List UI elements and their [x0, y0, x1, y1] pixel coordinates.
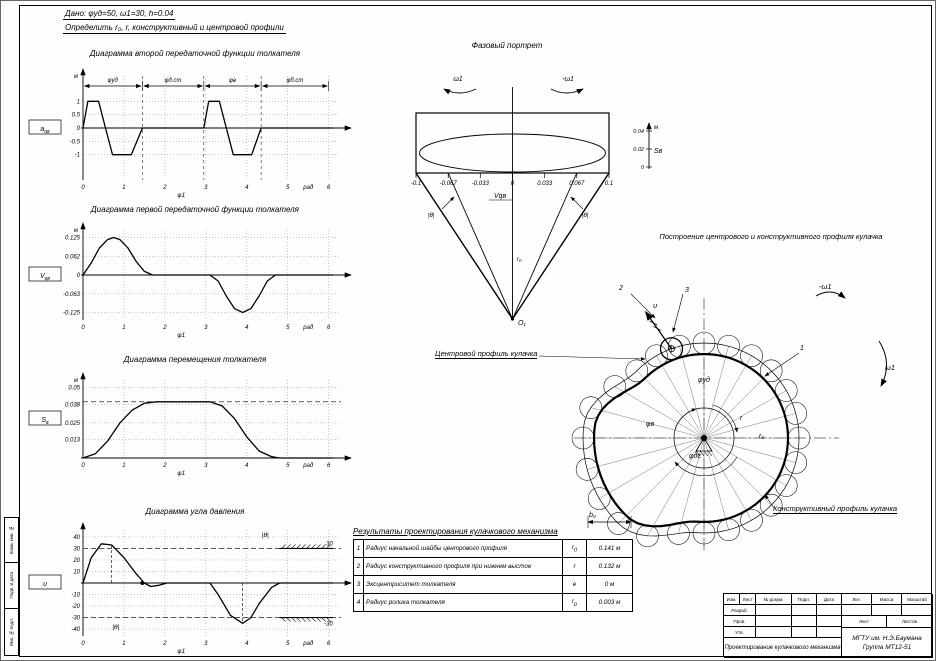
svg-text:-0.063: -0.063: [62, 291, 80, 298]
tb-doc-title: Проектирование кулачкового механизма: [724, 638, 842, 658]
svg-text:φд.ст: φд.ст: [164, 78, 182, 84]
svg-text:4: 4: [245, 641, 249, 647]
svg-text:0: 0: [76, 273, 80, 279]
svg-text:5: 5: [286, 325, 290, 331]
svg-text:3: 3: [204, 185, 208, 191]
phase-xtick-label: 0: [510, 181, 515, 187]
svg-text:0: 0: [81, 325, 85, 331]
row-number: 4: [354, 594, 364, 612]
svg-text:рад: рад: [303, 325, 314, 331]
parameter-symbol: $r_р$: [563, 594, 587, 612]
svg-text:6: 6: [327, 185, 331, 191]
cam-upsilon-label: υ: [653, 301, 658, 310]
svg-text:2: 2: [163, 463, 167, 469]
cam-construction-title: Построение центрового и конструктивного профиля кулачка: [659, 232, 883, 241]
phase-xtick-label: -0.067: [439, 181, 457, 187]
tb-empty-cell: [792, 605, 817, 616]
svg-text:0.05: 0.05: [68, 385, 80, 392]
margin-cell: [4, 609, 19, 656]
svg-text:φ1: φ1: [177, 332, 186, 339]
svg-text:5: 5: [286, 463, 290, 469]
row-number: 3: [354, 576, 364, 594]
r0-label: r₀: [517, 257, 522, 263]
svg-text:0: 0: [81, 185, 85, 191]
svg-text:м: м: [73, 74, 78, 80]
tb-empty-cell: [817, 605, 842, 616]
phi-rise-label: φуд: [698, 377, 710, 384]
svg-text:м: м: [73, 378, 78, 384]
svg-text:рад: рад: [303, 641, 314, 647]
tb-col-list: Лист: [740, 594, 756, 605]
tb-col-docnum: № докум.: [756, 594, 792, 605]
svg-text:30: 30: [73, 546, 80, 553]
svg-text:Sв: $S_в$: [41, 417, 49, 426]
tb-mass: Масса: [872, 594, 902, 605]
cam-omega-neg-label: -ω1: [819, 282, 832, 291]
svg-text:1: 1: [122, 641, 126, 647]
callout-2: 2: [619, 285, 623, 292]
row-number: 1: [354, 540, 364, 558]
tb-empty-cell: [792, 627, 817, 638]
cam-omega-label: ω1: [885, 363, 896, 372]
parameter-symbol: $r_0$: [563, 540, 587, 558]
s-tick-label: 0: [640, 165, 644, 171]
svg-text:1: 1: [122, 463, 126, 469]
svg-text:5: 5: [286, 641, 290, 647]
svg-text:4: 4: [245, 325, 249, 331]
chart-title: Диаграмма второй передаточной функции толкателя: [89, 49, 301, 58]
phase-x-ticks: [416, 173, 609, 178]
phase-x-axis-label: Vqв: [493, 193, 507, 200]
svg-text:3: 3: [204, 641, 208, 647]
svg-text:м: м: [73, 228, 78, 234]
chart-title: Диаграмма перемещения толкателя: [123, 355, 267, 364]
svg-text:-40: -40: [71, 627, 80, 634]
omega-arrow-right: [551, 89, 583, 93]
parameter-value: 0.132 м: [587, 558, 633, 576]
phi-dwell-label: φдс: [689, 453, 701, 460]
svg-text:-10: -10: [71, 592, 80, 599]
svg-text:2: 2: [163, 641, 167, 647]
svg-text:φ1: φ1: [177, 648, 186, 655]
tb-empty-cell: [817, 616, 842, 627]
theta-label-left: |θ|: [428, 213, 435, 219]
svg-text:6: 6: [327, 325, 331, 331]
svg-text:0.013: 0.013: [64, 437, 80, 444]
svg-text:3: 3: [204, 463, 208, 469]
task-line: Определить r₀, r, конструктивный и центровой профили: [65, 23, 284, 32]
phase-portrait-title: Фазовый портрет: [471, 41, 543, 50]
svg-text:-20: -20: [71, 604, 80, 611]
phi-return-label: φв: [646, 421, 655, 428]
phase-xtick-label: 0.1: [604, 181, 614, 187]
callout-3: 3: [685, 287, 689, 294]
omega-neg-label: -ω1: [562, 76, 574, 83]
tb-row-razrab: Разраб.: [724, 605, 756, 616]
svg-text:-0.125: -0.125: [62, 310, 80, 317]
displacement-diagram: [25, 355, 365, 478]
svg-text:6: 6: [327, 463, 331, 469]
svg-text:6: 6: [327, 641, 331, 647]
results-block: [353, 527, 633, 612]
parameter-name: Радиус конструктивного профиля при нижнем выстое: [364, 558, 563, 576]
svg-text:2: 2: [163, 325, 167, 331]
parameter-symbol: r: [563, 558, 587, 576]
svg-text:0.125: 0.125: [64, 235, 80, 242]
tb-group: Группа МТ12-51: [862, 643, 912, 651]
svg-text:Vqв: $V_{qв}$: [39, 273, 51, 282]
tb-empty-cell: [902, 605, 933, 616]
s-tick-label: 0.02: [633, 147, 644, 153]
svg-text:-0.5: -0.5: [69, 139, 80, 146]
velocity-diagram: [25, 205, 365, 338]
svg-text:aqв: $a_{qв}$: [40, 126, 50, 135]
svg-text:40: 40: [73, 534, 80, 541]
tb-organization: [842, 628, 933, 658]
margin-cell-label: Подп. и дата: [9, 572, 14, 599]
svg-text:φв: φв: [228, 78, 236, 84]
svg-text:υ: υ: [43, 581, 47, 588]
svg-text:20: 20: [73, 557, 80, 564]
margin-stamp-cells: [4, 517, 19, 656]
svg-text:4: 4: [245, 463, 249, 469]
tb-row-utv: Утв.: [724, 627, 756, 638]
svg-text:0.038: 0.038: [64, 402, 80, 409]
result-row: [354, 576, 633, 594]
svg-text:1: 1: [122, 325, 126, 331]
center-profile-label: Центровой профиль кулачка: [435, 349, 538, 358]
svg-text:1: 1: [122, 185, 126, 191]
tb-org-name: МГТУ им. Н.Э.Баумана: [852, 634, 922, 642]
b0-label: b₀: [589, 512, 596, 519]
svg-text:0: 0: [76, 126, 80, 132]
origin-o1-label: O₁: [518, 320, 526, 327]
svg-text:|θ|: |θ|: [261, 531, 269, 539]
margin-cell: [4, 563, 19, 609]
svg-text:0: 0: [81, 641, 85, 647]
parameter-value: 0 м: [587, 576, 633, 594]
pressure-angle-diagram: [25, 507, 365, 661]
svg-text:-30: -30: [324, 621, 333, 628]
tb-sheets: Листов: [887, 616, 933, 628]
tb-row-prov: Пров.: [724, 616, 756, 627]
r-label: r: [740, 415, 743, 422]
parameter-value: 0.141 м: [587, 540, 633, 558]
chart-title: Диаграмма первой передаточной функции толкателя: [91, 205, 299, 214]
tb-empty-cell: [817, 627, 842, 638]
svg-text:0.062: 0.062: [64, 254, 80, 261]
svg-text:4: 4: [245, 185, 249, 191]
svg-text:рад: рад: [303, 463, 314, 469]
s-axis-label: Sв: [654, 148, 663, 155]
tb-col-podp: Подп.: [792, 594, 817, 605]
result-row: [354, 594, 633, 612]
tb-empty-cell: [756, 605, 792, 616]
svg-text:3: 3: [204, 325, 208, 331]
omega-label: ω1: [453, 76, 463, 83]
tb-col-data: Дата: [817, 594, 842, 605]
svg-text:φуд: φуд: [107, 78, 118, 84]
result-row: [354, 558, 633, 576]
given-data-block: [63, 9, 286, 34]
svg-text:φб.ст: φб.ст: [286, 78, 304, 84]
svg-text:φ1: φ1: [177, 470, 186, 477]
tb-lit: Лит.: [842, 594, 872, 605]
parameter-name: Эксцентриситет толкателя: [364, 576, 563, 594]
s-unit-label: м: [654, 125, 659, 131]
phase-xtick-label: -0.033: [471, 181, 489, 187]
svg-text:рад: рад: [303, 185, 314, 191]
tb-empty-cell: [756, 616, 792, 627]
svg-text:0: 0: [81, 463, 85, 469]
title-block: [723, 593, 932, 657]
svg-text:|θ|: |θ|: [112, 624, 120, 632]
given-line: Дано: φуд=50, ω1=30, h=0.04: [65, 9, 174, 18]
parameter-name: Радиус начальной шайбы центрового профиля: [364, 540, 563, 558]
r0-label: r₀: [759, 433, 765, 440]
phase-xtick-label: 0.067: [569, 181, 585, 187]
svg-text:30: 30: [326, 541, 333, 548]
svg-text:5: 5: [286, 185, 290, 191]
svg-text:-30: -30: [71, 615, 80, 622]
svg-text:10: 10: [73, 569, 80, 576]
tb-col-izm: Изм.: [724, 594, 740, 605]
tb-empty-cell: [842, 605, 872, 616]
results-table: [353, 539, 633, 612]
tb-empty-cell: [792, 616, 817, 627]
result-row: [354, 540, 633, 558]
chart-title: Диаграмма угла давления: [145, 507, 245, 516]
acceleration-diagram: [25, 49, 365, 210]
omega-arrow-left: [444, 89, 476, 93]
callout-1: 1: [800, 345, 804, 352]
parameter-name: Радиус ролика толкателя: [364, 594, 563, 612]
svg-text:0.5: 0.5: [71, 112, 80, 119]
tb-scale: Масштаб: [902, 594, 933, 605]
constructive-profile-label: Конструктивный профиль кулачка: [773, 504, 898, 513]
s-tick-label: 0.04: [633, 129, 644, 135]
svg-text:-1: -1: [74, 152, 80, 159]
parameter-symbol: e: [563, 576, 587, 594]
tb-sheet: Лист: [842, 616, 887, 628]
results-title: Результаты проектирования кулачкового механизма: [353, 527, 558, 536]
tb-empty-cell: [756, 627, 792, 638]
phase-xtick-label: -0.1: [410, 181, 422, 187]
phase-xtick-label: 0.033: [537, 181, 553, 187]
row-number: 2: [354, 558, 364, 576]
margin-cell-label: Инв. № подл.: [9, 617, 14, 647]
svg-text:1: 1: [76, 99, 80, 106]
theta-label-right: |θ|: [582, 213, 589, 219]
margin-cell: [4, 517, 19, 563]
svg-text:2: 2: [163, 185, 167, 191]
parameter-value: 0.003 м: [587, 594, 633, 612]
svg-text:0.025: 0.025: [64, 420, 80, 427]
tb-empty-cell: [872, 605, 902, 616]
margin-cell-label: Взам. инв. №: [9, 525, 14, 555]
svg-text:φ1: φ1: [177, 192, 186, 199]
